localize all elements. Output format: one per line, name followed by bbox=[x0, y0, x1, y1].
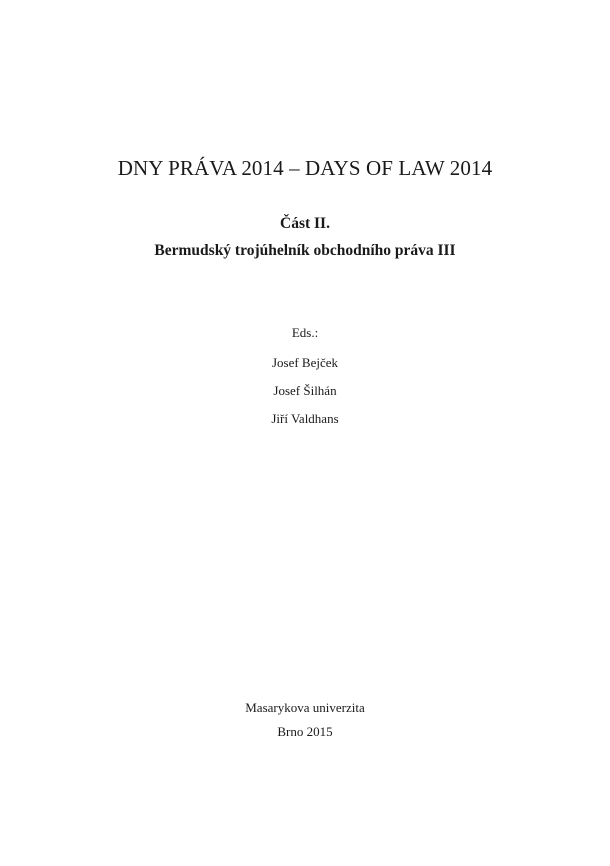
editor-name: Josef Bejček bbox=[271, 355, 339, 370]
place-year: Brno 2015 bbox=[277, 724, 333, 739]
editors-label: Eds.: bbox=[291, 325, 319, 340]
editor-name: Josef Šilhán bbox=[273, 383, 337, 398]
publisher: Masarykova univerzita bbox=[245, 700, 365, 715]
part-heading: Část II. bbox=[280, 215, 330, 232]
book-title: DNY PRÁVA 2014 – DAYS OF LAW 2014 bbox=[117, 156, 493, 180]
editor-name: Jiří Valdhans bbox=[271, 411, 339, 426]
book-subtitle: Bermudský trojúhelník obchodního práva III bbox=[154, 242, 456, 259]
